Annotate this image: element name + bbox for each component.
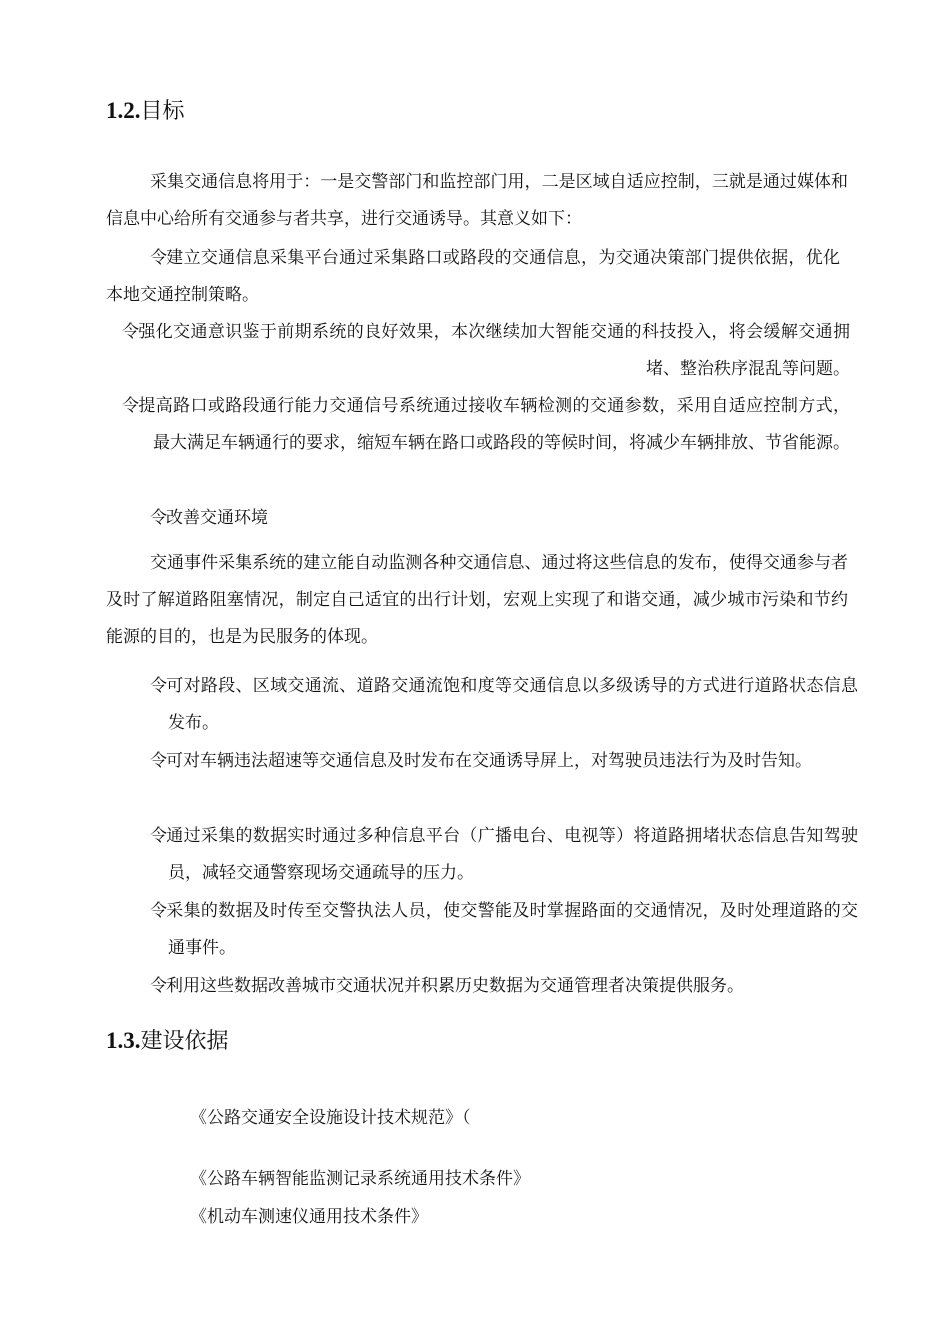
service-text: 采集的数据及时传至交警执法人员，使交警能及时掌握路面的交通情况，及时处理道路的交通事件。 (166, 901, 858, 958)
bullet-symbol: 令 (150, 676, 167, 696)
significance-text: 建立交通信息采集平台通过采集路口或路段的交通信息，为交通决策部门提供依据，优化本地交通控制策略。 (106, 248, 840, 305)
significance-item (150, 500, 840, 537)
section-number: 1.3. (106, 1028, 141, 1053)
service-text: 利用这些数据改善城市交通状况并积累历史数据为交通管理者决策提供服务。 (166, 976, 744, 996)
reference-item: 《机动车测速仪通用技术条件》 (190, 1207, 428, 1227)
service-text: 可对车辆违法超速等交通信息及时发布在交通诱导屏上，对驾驶员违法行为及时告知。 (166, 751, 812, 771)
bullet-symbol: 令 (150, 751, 167, 771)
bullet-symbol: 令 (150, 248, 167, 268)
section-heading-1-3 (106, 1026, 229, 1057)
section-title: 目标 (140, 99, 185, 124)
significance-item (122, 314, 850, 388)
service-item (150, 743, 858, 780)
service-text: 可对路段、区域交通流、道路交通流饱和度等交通信息以多级诱导的方式进行道路状态信息发布。 (166, 676, 858, 733)
bullet-symbol: 令 (150, 976, 167, 996)
section-title: 建设依据 (140, 1029, 229, 1054)
significance-text: 提高路口或路段通行能力交通信号系统通过接收车辆检测的交通参数，采用自适应控制方式，最大满足车辆通行的要求，缩短车辆在路口或路段的等候时间，将减少车辆排放、节省能源。 (138, 396, 850, 453)
environment-paragraph: 交通事件采集系统的建立能自动监测各种交通信息、通过将这些信息的发布，使得交通参与者及时了解道路阻塞情况，制定自己适宜的出行计划，宏观上实现了和谐交通，减少城市污染和节约能源的目的，也是为民服务的体现。 (106, 553, 848, 647)
reference-item: 《公路交通安全设施设计技术规范》（ (190, 1108, 471, 1128)
bullet-symbol: 令 (150, 901, 167, 921)
significance-text: 改善交通环境 (166, 508, 268, 528)
section-number: 1.2. (106, 98, 141, 123)
significance-item (122, 388, 850, 462)
section-heading-1-2 (106, 96, 185, 127)
bullet-symbol: 令 (122, 396, 139, 416)
service-text: 通过采集的数据实时通过多种信息平台（广播电台、电视等）将道路拥堵状态信息告知驾驶员，减轻交通警察现场交通疏导的压力。 (166, 826, 858, 883)
service-item (150, 968, 858, 1005)
bullet-symbol: 令 (150, 508, 167, 528)
service-item (150, 668, 858, 742)
reference-item: 《公路车辆智能监测记录系统通用技术条件》 (190, 1169, 530, 1189)
bullet-symbol: 令 (122, 322, 139, 342)
service-item (150, 818, 858, 892)
bullet-symbol: 令 (150, 826, 167, 846)
significance-item (106, 240, 840, 314)
significance-text: 强化交通意识鉴于前期系统的良好效果，本次继续加大智能交通的科技投入，将会缓解交通拥堵、整治秩序混乱等问题。 (138, 322, 850, 379)
service-item (150, 893, 858, 967)
intro-paragraph: 采集交通信息将用于：一是交警部门和监控部门用，二是区域自适应控制，三就是通过媒体和信息中心给所有交通参与者共享，进行交通诱导。其意义如下： (106, 172, 848, 229)
